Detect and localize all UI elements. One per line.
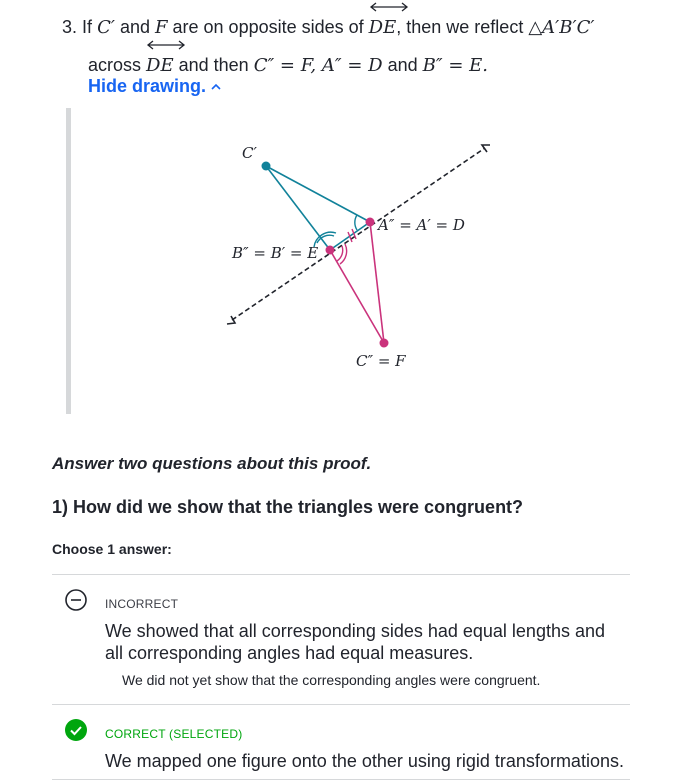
angle-arc-b-pink-1	[337, 246, 343, 261]
question-intro: Answer two questions about this proof.	[52, 454, 372, 473]
divider-top	[52, 574, 630, 575]
label-a: A″ = A′ = D	[378, 216, 465, 234]
angle-arc-a-teal	[355, 215, 357, 230]
label-c-prime: C′	[242, 144, 257, 162]
angle-arc-b-pink-2	[340, 244, 347, 264]
math-triangle: △A′B′C′	[528, 17, 595, 38]
choice-2-text: We mapped one figure onto the other using rigid transformations.	[105, 751, 624, 771]
teal-side-ca	[266, 166, 370, 222]
minus-circle-icon	[64, 588, 88, 612]
math-c-double: C″ = F, A″ = D	[253, 55, 383, 76]
math-line-de-2: DE	[146, 53, 174, 79]
pink-side-ac	[370, 222, 384, 343]
math-c-prime: C′	[97, 17, 115, 38]
math-f: F	[155, 17, 168, 38]
text-across: across	[88, 55, 142, 75]
text-and: and	[119, 17, 150, 37]
divider-middle	[52, 704, 630, 705]
statement-line-1	[62, 14, 594, 41]
choice-2-status: CORRECT (SELECTED)	[105, 727, 243, 741]
teal-side-cb	[266, 166, 330, 250]
hide-drawing-toggle[interactable]	[88, 76, 222, 97]
choose-answer-label: Choose 1 answer:	[52, 541, 172, 557]
point-c	[380, 339, 389, 348]
text-comma-then: , then we reflect	[396, 17, 524, 37]
text-and-2: and	[387, 55, 418, 75]
arrow-head-down-left-icon	[227, 316, 235, 324]
text-opposite: are on opposite sides of	[172, 17, 364, 37]
hide-drawing-label: Hide drawing.	[88, 76, 207, 96]
point-a	[366, 218, 375, 227]
check-circle-icon	[64, 718, 88, 742]
statement-line-2	[88, 52, 488, 79]
choice-1-rationale: We did not yet show that the corresponding angles were congruent.	[122, 672, 541, 688]
math-b-double: B″ = E.	[422, 55, 488, 76]
point-c-prime	[262, 162, 271, 171]
choice-1-status: INCORRECT	[105, 597, 179, 611]
chevron-up-icon	[210, 82, 222, 92]
drawing-left-bar	[66, 108, 71, 414]
label-b: B″ = B′ = E	[232, 244, 319, 262]
geometry-diagram	[200, 130, 520, 390]
problem-number: 3.	[62, 17, 78, 37]
choice-1-text: We showed that all corresponding sides had equal lengths and all corresponding angles had equal measures.	[105, 621, 606, 663]
pink-side-bc	[330, 250, 384, 343]
reflection-line	[232, 148, 485, 320]
double-arrow-icon	[369, 1, 409, 13]
point-b	[326, 246, 335, 255]
divider-bottom	[52, 779, 630, 780]
question-title: 1) How did we show that the triangles were congruent?	[52, 497, 524, 517]
text-and-then: and then	[178, 55, 249, 75]
double-arrow-icon	[146, 39, 186, 51]
math-line-de: DE	[369, 15, 397, 41]
label-c: C″ = F	[356, 352, 406, 370]
text-if: If	[82, 17, 93, 37]
